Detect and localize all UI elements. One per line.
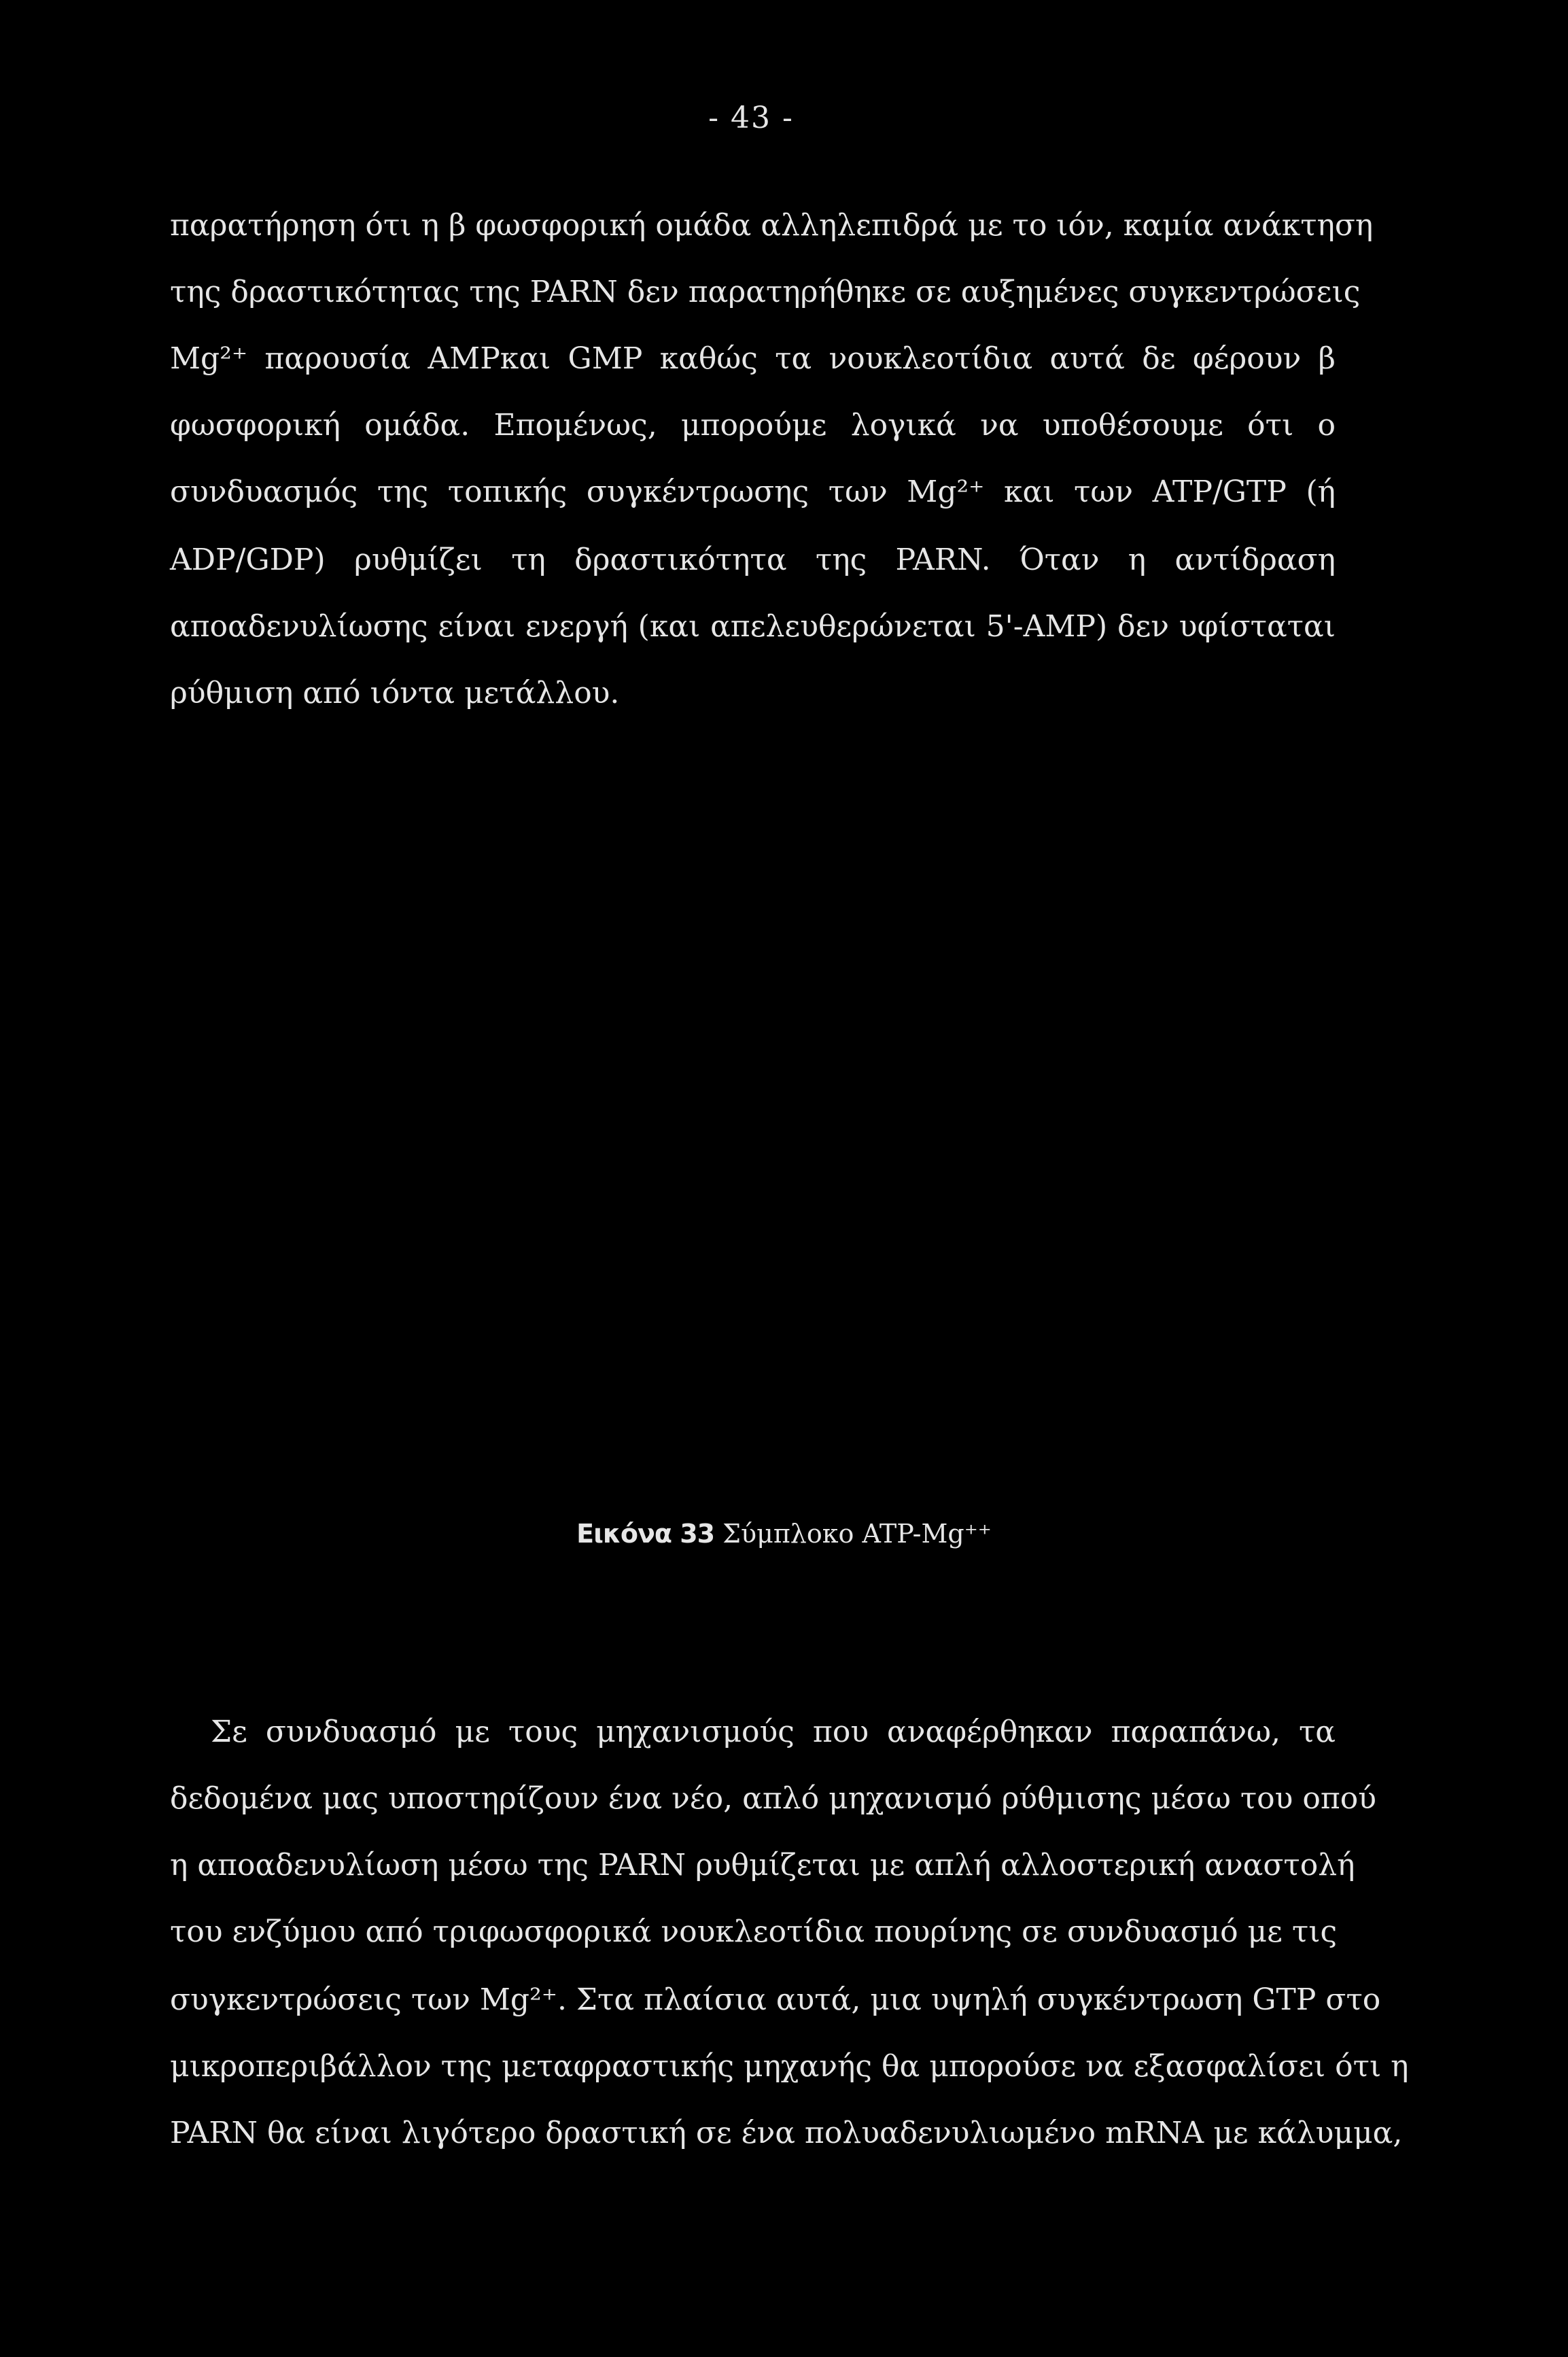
paragraph-1-line: αποαδενυλίωσης είναι ενεργή (και απελευθερώνεται 5'-AMP) δεν υφίσταται	[170, 609, 1336, 644]
paragraph-1-line: της δραστικότητας της PARN δεν παρατηρήθηκε σε αυξημένες συγκεντρώσεις	[170, 275, 1361, 309]
paragraph-2-line: μικροπεριβάλλον της μεταφραστικής μηχανής θα μπορούσε να εξασφαλίσει ότι η	[170, 2049, 1409, 2084]
figure-caption	[0, 1515, 1568, 1553]
paragraph-2-line: δεδομένα μας υποστηρίζουν ένα νέο, απλό μηχανισμό ρύθμισης μέσω του οπού	[170, 1781, 1377, 1816]
paragraph-2-line: Σε συνδυασμό με τους μηχανισμούς που αναφέρθηκαν παραπάνω, τα	[211, 1715, 1336, 1749]
page-number: - 43 -	[708, 101, 794, 135]
figure-label: Εικόνα 33	[576, 1519, 715, 1549]
paragraph-2-line: συγκεντρώσεις των Mg²⁺. Στα πλαίσια αυτά, μια υψηλή συγκέντρωση GTP στο	[170, 1982, 1381, 2017]
paragraph-1-line: ρύθμιση από ιόντα μετάλλου.	[170, 676, 620, 710]
paragraph-2-line: η αποαδενυλίωση μέσω της PARN ρυθμίζεται με απλή αλλοστερική αναστολή	[170, 1848, 1355, 1882]
paragraph-1-line: ADP/GDP) ρυθμίζει τη δραστικότητα της PARN. Όταν η αντίδραση	[170, 543, 1336, 577]
paragraph-2-line: PARN θα είναι λιγότερο δραστική σε ένα πολυαδενυλιωμένο mRNA με κάλυμμα,	[170, 2116, 1403, 2150]
paragraph-1-line: Mg²⁺ παρουσία AMPκαι GMP καθώς τα νουκλεοτίδια αυτά δε φέρουν β	[170, 341, 1336, 376]
paragraph-1-line: συνδυασμός της τοπικής συγκέντρωσης των Mg²⁺ και των ATP/GTP (ή	[170, 475, 1336, 509]
figure-caption-text: Σύμπλοκο ATP-Mg⁺⁺	[722, 1519, 992, 1549]
paragraph-1-line: παρατήρηση ότι η β φωσφορική ομάδα αλληλεπιδρά με το ιόν, καμία ανάκτηση	[170, 208, 1374, 243]
paragraph-2-line: του ενζύμου από τριφωσφορικά νουκλεοτίδια πουρίνης σε συνδυασμό με τις	[170, 1914, 1338, 1949]
paragraph-1-line: φωσφορική ομάδα. Επομένως, μπορούμε λογικά να υποθέσουμε ότι ο	[170, 408, 1336, 443]
